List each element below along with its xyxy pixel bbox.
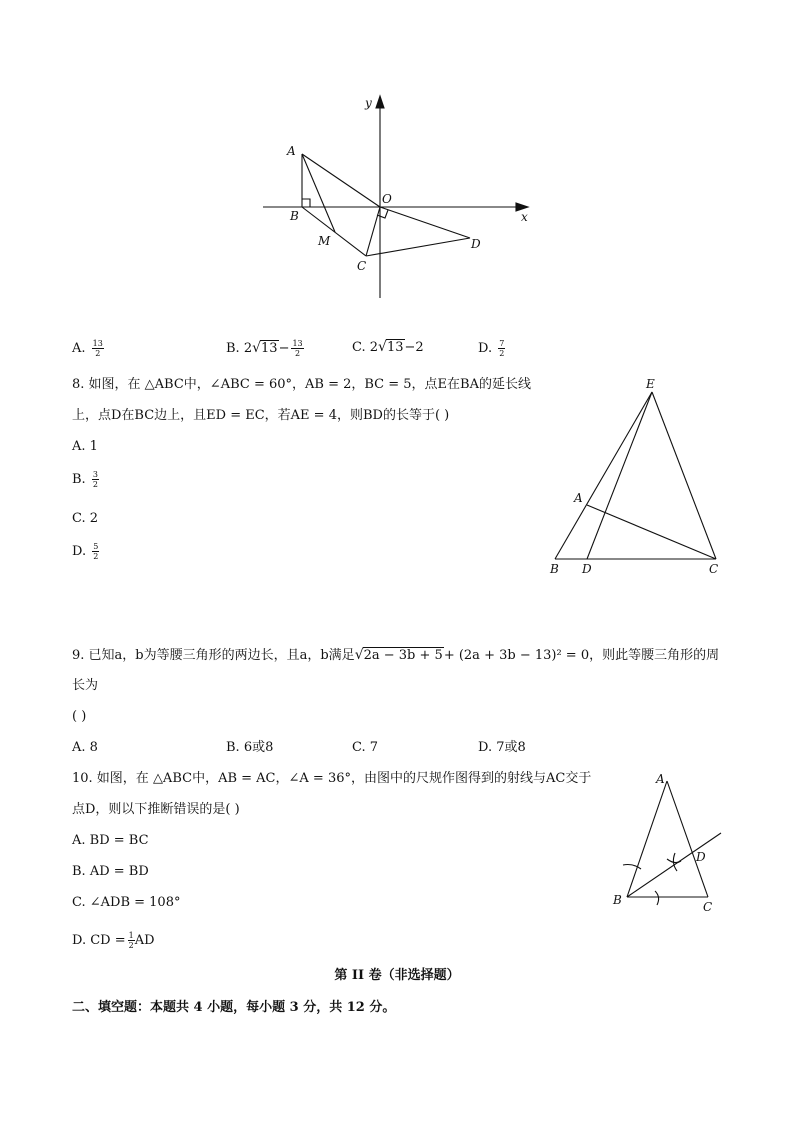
- label-M: M: [318, 234, 331, 248]
- label-y: y: [365, 96, 372, 110]
- q9-stem-line2: 长为: [72, 678, 99, 693]
- label-B: B: [550, 562, 559, 576]
- q7-option-c: C. 2√13−2: [352, 339, 424, 355]
- part2-heading: 二、填空题：本题共 4 小题，每小题 3 分，共 12 分。: [72, 1000, 396, 1015]
- label-D: D: [696, 850, 706, 864]
- q8-option-a: A. 1: [72, 439, 98, 454]
- q7-coordinate-figure: [255, 90, 545, 305]
- q9-stem-line1: 9. 已知a，b为等腰三角形的两边长，且a，b满足√2a − 3b + 5+ (2a + 3b − 13)² = 0，则此等腰三角形的周: [72, 647, 720, 663]
- q9-answer-paren: ( ): [72, 709, 87, 724]
- label-D: D: [582, 562, 592, 576]
- fraction: $\frac{13}{2}$: [292, 339, 303, 358]
- q7-option-a: A. $\frac{13}{2}$: [72, 339, 103, 358]
- q8-triangle-figure: [540, 372, 730, 582]
- label-E: E: [646, 377, 655, 391]
- q9-option-c: C. 7: [352, 740, 379, 755]
- q10-option-a: A. BD = BC: [72, 833, 149, 848]
- q8-stem-line2: 上，点D在BC边上，且ED = EC，若AE = 4，则BD的长等于( ): [72, 408, 450, 423]
- q8-stem-line1: 8. 如图，在 △ABC中，∠ABC = 60°，AB = 2，BC = 5，点E在BA的延长线: [72, 377, 531, 392]
- label-D: D: [471, 237, 481, 251]
- label-C: C: [357, 259, 367, 273]
- q7-option-b: B. 2√13− $\frac{13}{2}$: [226, 339, 303, 358]
- fraction: $\frac{5}{2}$: [93, 542, 99, 561]
- q9-option-b: B. 6或8: [226, 740, 274, 755]
- q9-option-a: A. 8: [72, 740, 98, 755]
- label-B: B: [290, 209, 299, 223]
- label-O: O: [382, 192, 392, 206]
- q8-option-d: D. $\frac{5}{2}$: [72, 542, 99, 561]
- label-C: C: [709, 562, 719, 576]
- q8-option-c: C. 2: [72, 511, 99, 526]
- fraction: $\frac{1}{2}$: [128, 931, 134, 950]
- q10-option-b: B. AD = BD: [72, 864, 149, 879]
- q7-option-d: D. $\frac{7}{2}$: [478, 339, 505, 358]
- q8-option-b: B. $\frac{3}{2}$: [72, 470, 98, 489]
- fraction: $\frac{7}{2}$: [499, 339, 505, 358]
- label-C: C: [703, 900, 713, 914]
- q9-option-d: D. 7或8: [478, 740, 526, 755]
- label-x: x: [521, 210, 528, 224]
- q10-option-d: D. CD = $\frac{1}{2}$ AD: [72, 931, 155, 950]
- label-A: A: [287, 144, 296, 158]
- q10-stem-line1: 10. 如图，在 △ABC中，AB = AC，∠A = 36°，由图中的尺规作图得到的射线与AC交于: [72, 771, 592, 786]
- label-B: B: [613, 893, 622, 907]
- label-A: A: [656, 772, 665, 786]
- fraction: $\frac{13}{2}$: [92, 339, 103, 358]
- section-title: 第 II 卷（非选择题）: [334, 968, 460, 983]
- label-A: A: [574, 491, 583, 505]
- q10-stem-line2: 点D，则以下推断错误的是( ): [72, 802, 240, 817]
- fraction: $\frac{3}{2}$: [92, 470, 98, 489]
- q10-option-c: C. ∠ADB = 108°: [72, 895, 181, 910]
- q10-triangle-figure: [605, 765, 730, 920]
